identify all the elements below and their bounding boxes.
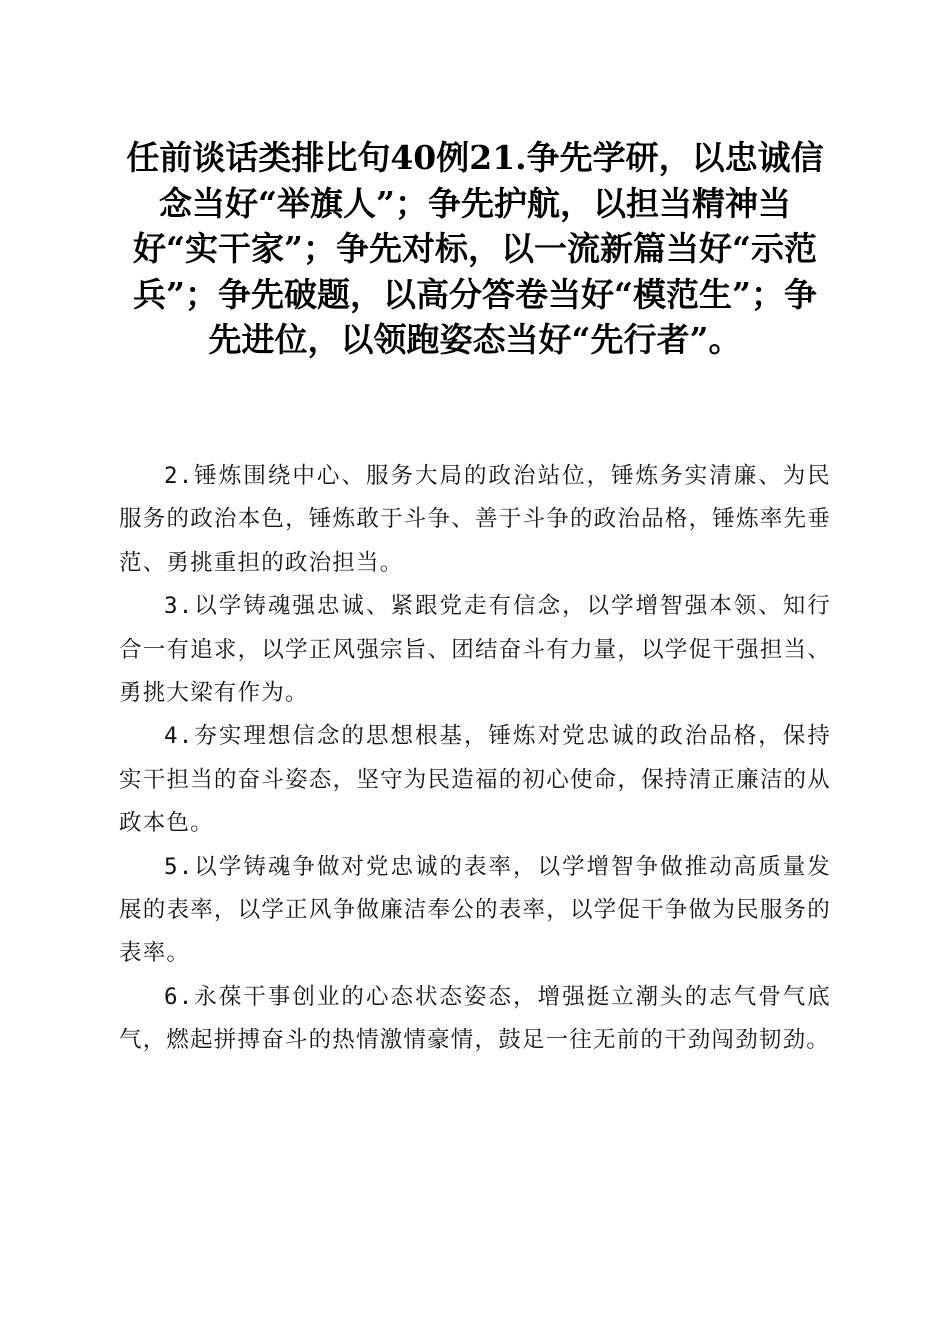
document-title: 任前谈话类排比句40例21.争先学研，以忠诚信念当好“举旗人”；争先护航，以担当精神当好“实干家”；争先对标，以一流新篇当好“示范兵”；争先破题，以高分答卷当好“模范生”；争先进位，以领跑姿态当好“先行者”。 <box>126 138 824 359</box>
paragraph-2: 2.锤炼围绕中心、服务大局的政治站位，锤炼务实清廉、为民服务的政治本色，锤炼敢于斗争、善于斗争的政治品格，锤炼率先垂范、勇挑重担的政治担当。 <box>119 463 831 576</box>
document-body <box>119 455 831 1063</box>
paragraph-4: 4.夯实理想信念的思想根基，锤炼对党忠诚的政治品格，保持实干担当的奋斗姿态，坚守为民造福的初心使命，保持清正廉洁的从政本色。 <box>119 723 831 837</box>
paragraph-5: 5.以学铸魂争做对党忠诚的表率，以学增智争做推动高质量发展的表率，以学正风争做廉洁奉公的表率，以学促干争做为民服务的表率。 <box>119 853 831 967</box>
paragraph-6: 6.永葆干事创业的心态状态姿态，增强挺立潮头的志气骨气底气，燃起拼搏奋斗的热情激情豪情，鼓足一往无前的干劲闯劲韧劲。 <box>119 983 831 1054</box>
paragraph-3: 3.以学铸魂强忠诚、紧跟党走有信念，以学增智强本领、知行合一有追求，以学正风强宗旨、团结奋斗有力量，以学促干强担当、勇挑大梁有作为。 <box>119 593 831 707</box>
